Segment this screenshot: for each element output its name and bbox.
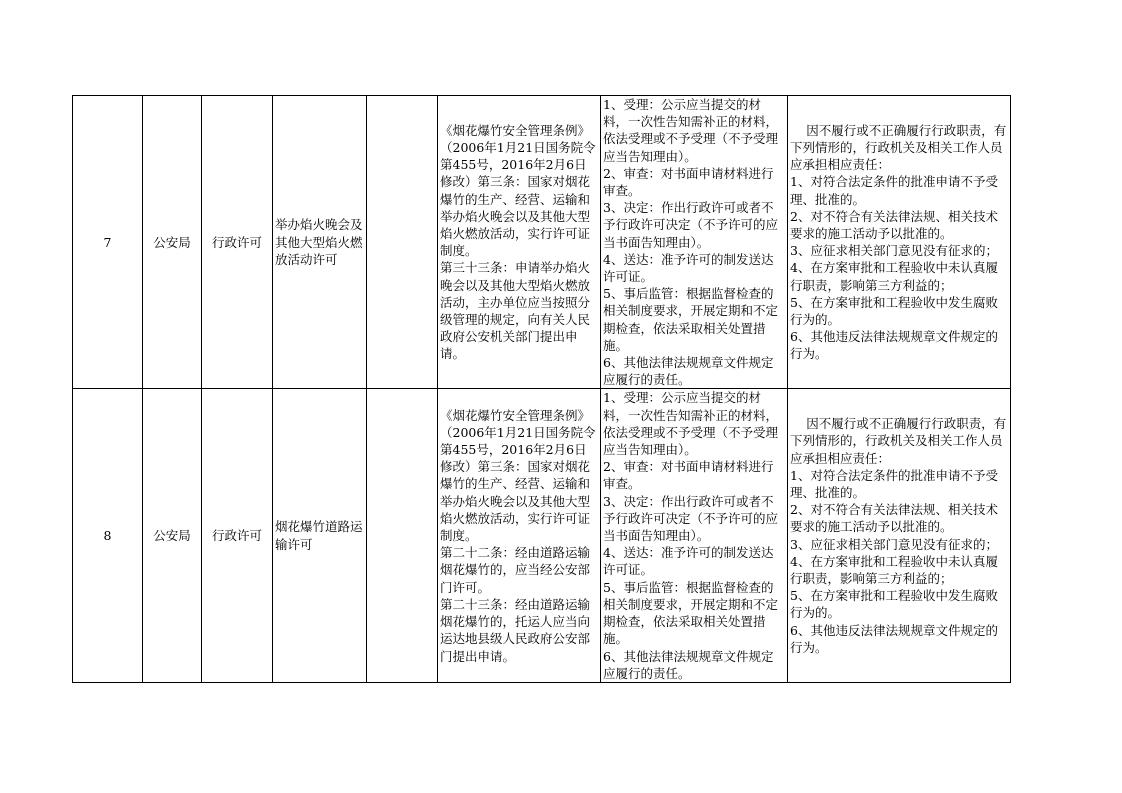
responsibility-item: 3、决定：作出行政许可或者不予行政许可决定（不予许可的应当书面告知理由）。 [603, 493, 779, 544]
liability-intro: 因不履行或不正确履行行政职责，有下列情形的，行政机关及相关工作人员应承担相应责任： [790, 122, 1007, 173]
liability-item: 3、应征求相关部门意见没有征求的； [790, 536, 998, 552]
responsibility-cell [601, 96, 788, 389]
liability-item: 5、在方案审批和工程验收中发生腐败行为的。 [790, 294, 998, 328]
responsibility-cell [601, 389, 788, 682]
legal-basis-paragraph: 《烟花爆竹安全管理条例》（2006年1月21日国务院令第455号，2016年2月6日修改）第三条：国家对烟花爆竹的生产、经营、运输和举办焰火晚会以及其他大型焰火燃放活动，实行许可证制度。 [440, 407, 596, 544]
item-name-cell: 举办焰火晚会及其他大型焰火燃放活动许可 [273, 96, 367, 389]
category-cell: 行政许可 [202, 389, 273, 682]
legal-basis-cell [438, 96, 601, 389]
liability-item: 1、对符合法定条件的批准申请不予受理、批准的。 [790, 174, 998, 207]
responsibility-item: 5、事后监管：根据监督检查的相关制度要求，开展定期和不定期检查，依法采取相关处置措施。 [603, 579, 779, 647]
responsibility-item: 4、送达：准予许可的制发送达许可证。 [603, 251, 774, 285]
liability-item: 4、在方案审批和工程验收中未认真履行职责，影响第三方利益的； [790, 553, 998, 587]
legal-basis-paragraph: 第三十三条：申请举办焰火晚会以及其他大型焰火燃放活动，主办单位应当按照分级管理的规定，向有关人民政府公安机关部门提出申请。 [440, 260, 591, 362]
department-cell: 公安局 [143, 389, 202, 682]
liability-cell [788, 389, 1011, 682]
responsibility-item: 1、受理：公示应当提交的材料，一次性告知需补正的材料，依法受理或不予受理（不予受理应当告知理由）。 [603, 97, 779, 164]
table-row [73, 96, 1011, 389]
legal-basis-paragraph: 第二十三条：经由道路运输烟花爆竹的，托运人应当向运达地县级人民政府公安部门提出申请。 [440, 596, 591, 664]
responsibility-item: 6、其他法律法规规章文件规定应履行的责任。 [603, 648, 774, 681]
department-cell: 公安局 [143, 96, 202, 389]
responsibility-item: 3、决定：作出行政许可或者不予行政许可决定（不予许可的应当书面告知理由）。 [603, 200, 779, 250]
liability-item: 3、应征求相关部门意见没有征求的； [790, 243, 998, 259]
liability-item: 2、对不符合有关法律法规、相关技术要求的施工活动予以批准的。 [790, 502, 998, 535]
liability-intro: 因不履行或不正确履行行政职责，有下列情形的，行政机关及相关工作人员应承担相应责任： [790, 416, 1007, 466]
responsibility-item: 4、送达：准予许可的制发送达许可证。 [603, 545, 774, 578]
responsibility-item: 1、受理：公示应当提交的材料，一次性告知需补正的材料，依法受理或不予受理（不予受理应当告知理由）。 [603, 390, 779, 458]
liability-cell [788, 96, 1011, 389]
responsibility-item: 6、其他法律法规规章文件规定应履行的责任。 [603, 355, 774, 388]
category-cell: 行政许可 [202, 96, 273, 389]
legal-basis-cell [438, 389, 601, 682]
sub-item-cell [367, 389, 438, 682]
liability-item: 6、其他违反法律法规规章文件规定的行为。 [790, 622, 998, 655]
legal-basis-paragraph: 《烟花爆竹安全管理条例》（2006年1月21日国务院令第455号，2016年2月6日修改）第三条：国家对烟花爆竹的生产、经营、运输和举办焰火晚会以及其他大型焰火燃放活动，实行许可证制度。 [440, 122, 596, 259]
responsibility-item: 2、审查：对书面申请材料进行审查。 [603, 459, 774, 492]
legal-basis-paragraph: 第二十二条：经由道路运输烟花爆竹的，应当经公安部门许可。 [440, 545, 591, 595]
responsibility-item: 2、审查：对书面申请材料进行审查。 [603, 165, 774, 199]
liability-item: 2、对不符合有关法律法规、相关技术要求的施工活动予以批准的。 [790, 208, 998, 242]
row-index: 7 [73, 96, 143, 389]
power-list-table [72, 95, 1011, 683]
sub-item-cell [367, 96, 438, 389]
liability-item: 5、在方案审批和工程验收中发生腐败行为的。 [790, 588, 998, 621]
liability-item: 6、其他违反法律法规规章文件规定的行为。 [790, 329, 998, 362]
responsibility-item: 5、事后监管：根据监督检查的相关制度要求，开展定期和不定期检查，依法采取相关处置措施。 [603, 286, 779, 353]
row-index: 8 [73, 389, 143, 682]
liability-item: 4、在方案审批和工程验收中未认真履行职责，影响第三方利益的； [790, 260, 998, 293]
liability-item: 1、对符合法定条件的批准申请不予受理、批准的。 [790, 467, 998, 501]
item-name-cell: 烟花爆竹道路运输许可 [273, 389, 367, 682]
table-row [73, 389, 1011, 682]
